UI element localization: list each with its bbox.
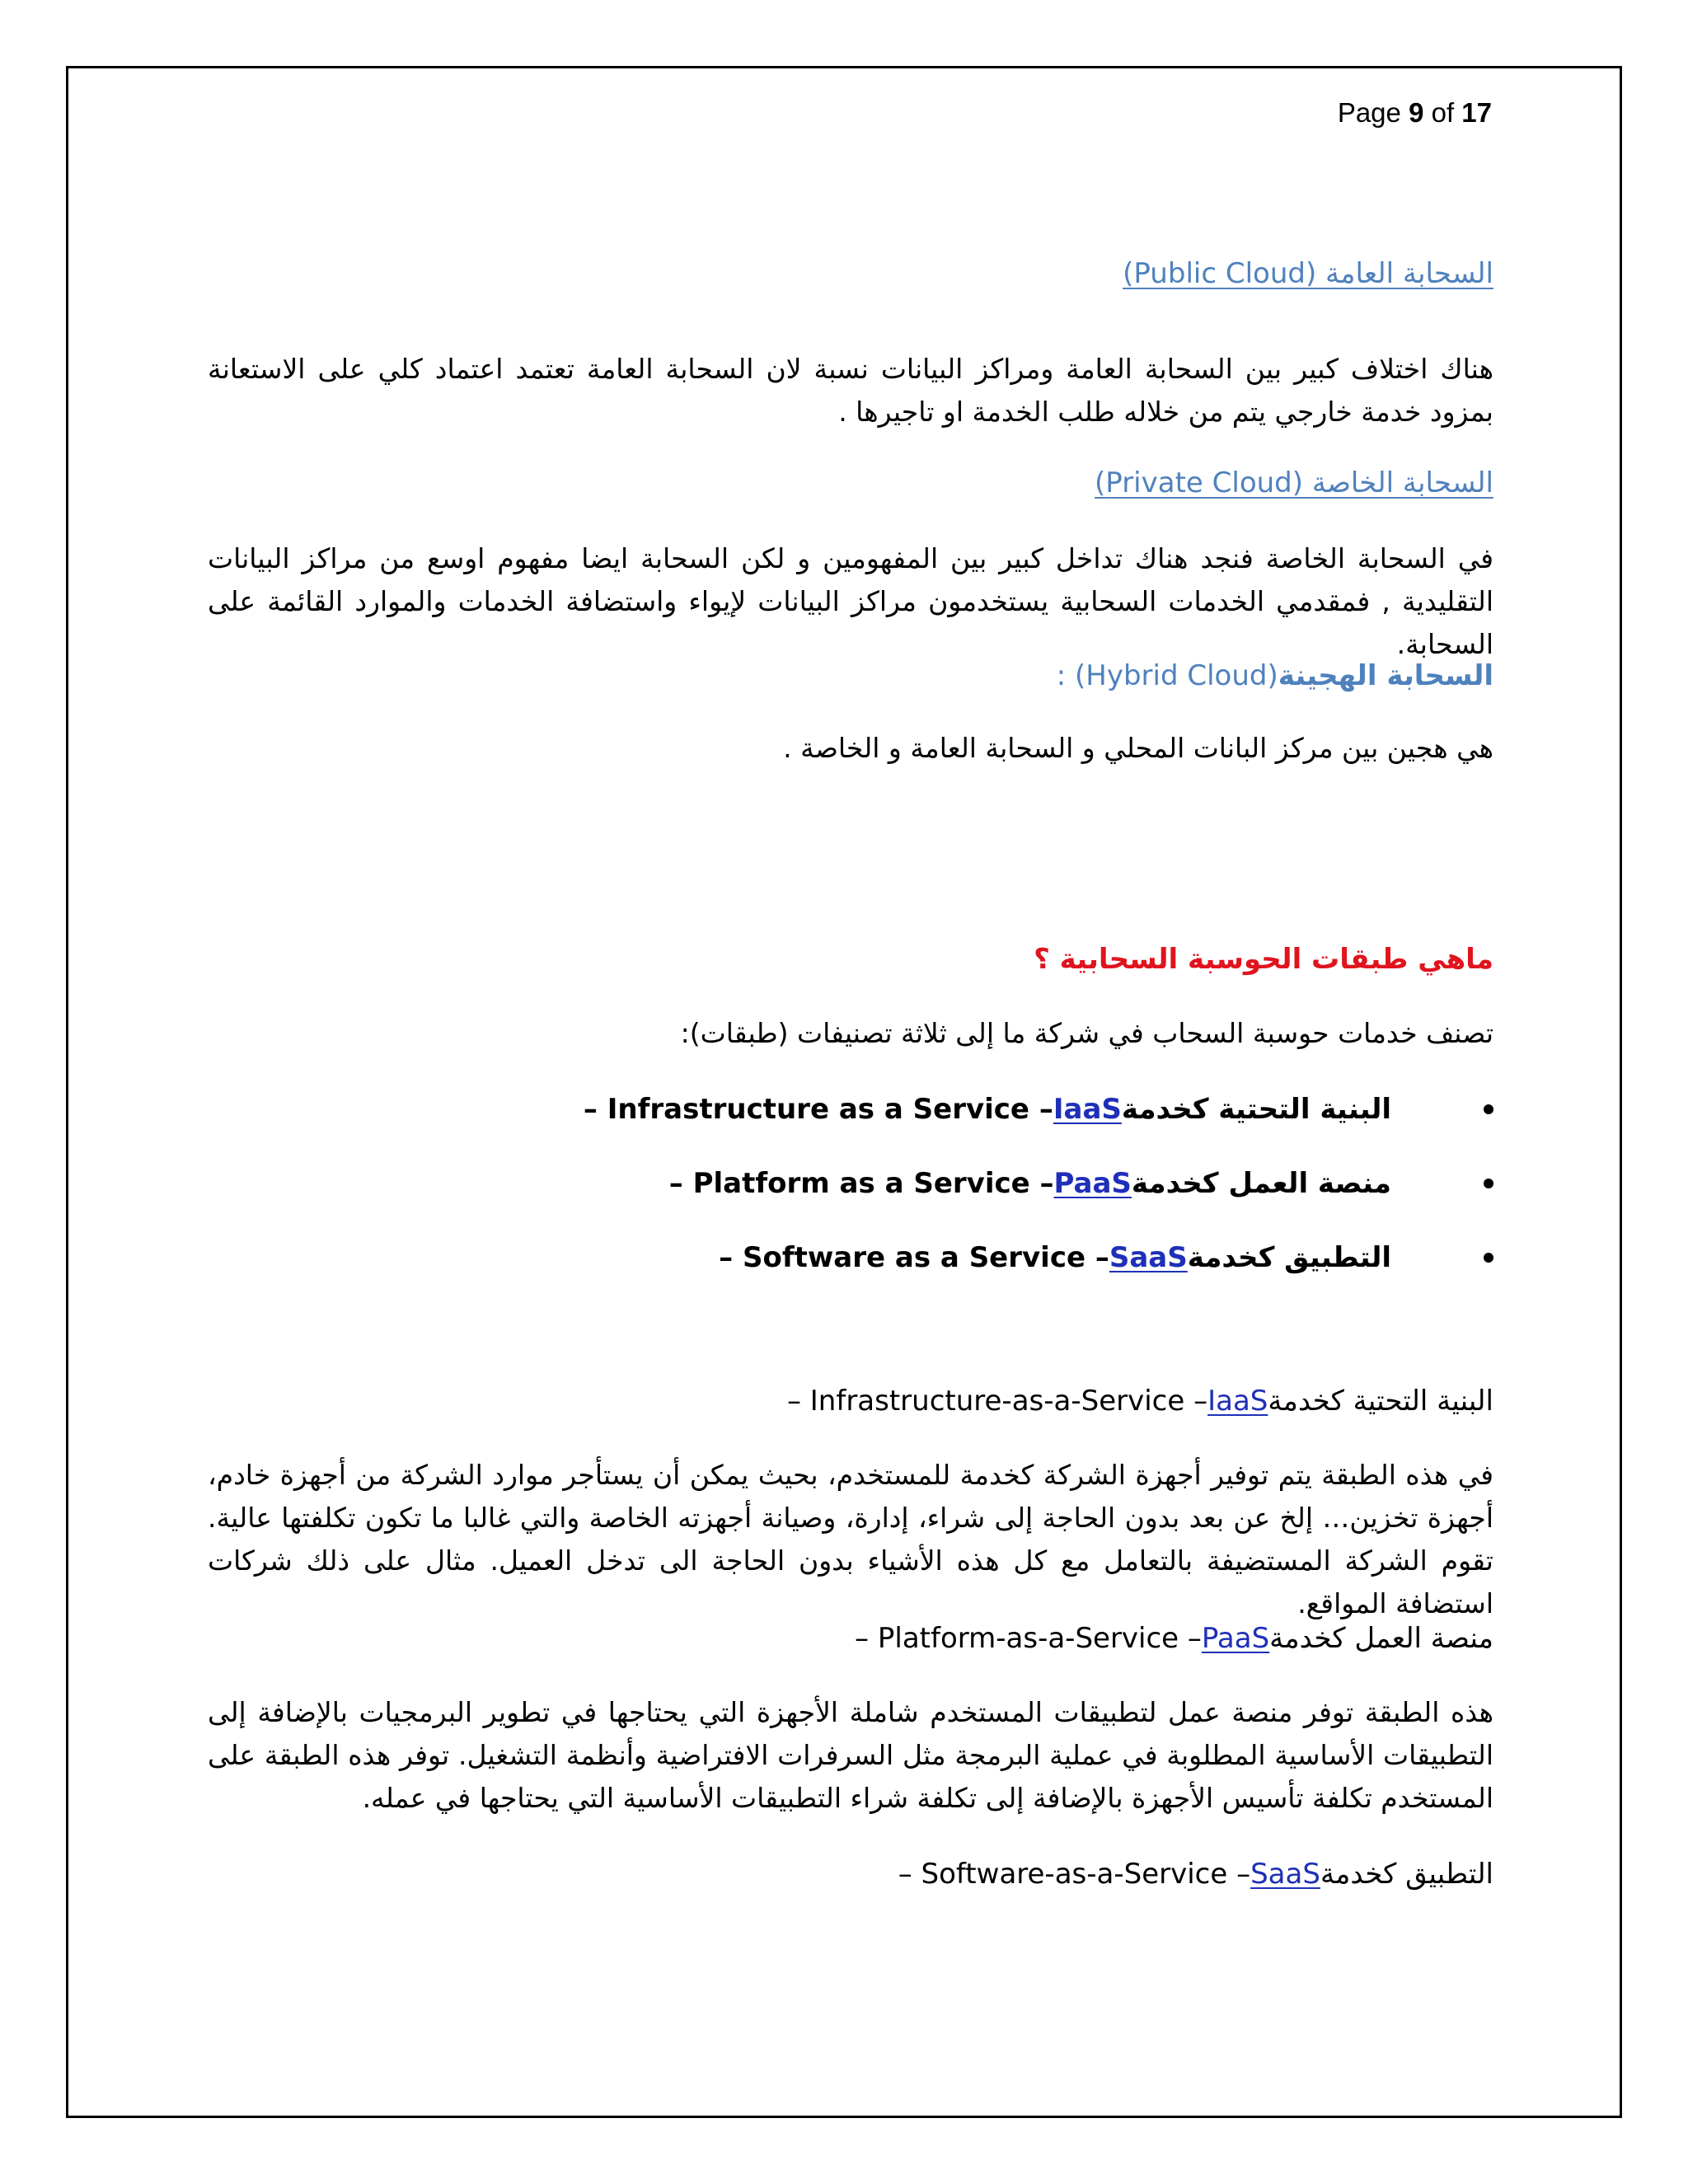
paas-heading-english: – Platform-as-a-Service –: [846, 1622, 1202, 1655]
bullet-saas-arabic: التطبيق كخدمة: [1187, 1241, 1391, 1274]
hybrid-cloud-heading: [1057, 659, 1493, 692]
paas-heading-arabic: منصة العمل كخدمة: [1269, 1622, 1493, 1655]
saas-link[interactable]: SaaS: [1109, 1241, 1188, 1274]
hybrid-cloud-paragraph: هي هجين بين مركز البانات المحلي و السحابة العامة و الخاصة .: [783, 732, 1493, 764]
page-number: [1338, 97, 1492, 129]
saas-heading-link[interactable]: SaaS: [1250, 1858, 1320, 1891]
page-number-total: 17: [1461, 97, 1492, 128]
iaas-paragraph: في هذه الطبقة يتم توفير أجهزة الشركة كخدمة للمستخدم، بحيث يمكن أن يستأجر موارد الشركة من أجهزة خادم، أجهزة تخزين… إلخ عن بعد بدون الحاجة إلى شراء، إدارة، وصيانة أجهزته الخاصة والتي غالبا ما تكون تكلفتها عالية. تقوم الشركة المستضيفة بالتعامل مع كل هذه الأشياء بدون الحاجة الى تدخل العميل. مثال على ذلك شركات استضافة المواقع.: [208, 1459, 1493, 1619]
hybrid-cloud-heading-arabic: السحابة الهجينة: [1278, 659, 1493, 692]
bullet-dot: [1484, 1253, 1493, 1263]
private-cloud-heading: السحابة الخاصة (Private Cloud): [1095, 466, 1493, 499]
iaas-heading: [778, 1385, 1493, 1418]
bullet-dot: [1484, 1179, 1493, 1188]
private-cloud-paragraph: في السحابة الخاصة فنجد هناك تداخل كبير بين المفهومين و لكن السحابة ايضا مفهوم اوسع من مراكز البيانات التقليدية , فمقدمي الخدمات السحابية يستخدمون مراكز البيانات لإيواء واستضافة الخدمات والموارد القائمة على السحابة.: [208, 542, 1493, 660]
bullet-iaas-arabic: البنية التحتية كخدمة: [1121, 1093, 1391, 1126]
iaas-heading-english: – Infrastructure-as-a-Service –: [778, 1385, 1208, 1418]
paas-link[interactable]: PaaS: [1053, 1167, 1132, 1200]
bullet-dot: [1484, 1104, 1493, 1114]
iaas-heading-arabic: البنية التحتية كخدمة: [1268, 1385, 1493, 1418]
page-number-current: 9: [1409, 97, 1424, 128]
page-number-prefix: Page: [1337, 97, 1409, 128]
paas-heading: [846, 1622, 1493, 1655]
hybrid-cloud-heading-english: (Hybrid Cloud) :: [1056, 659, 1278, 692]
saas-heading: [889, 1858, 1493, 1891]
saas-heading-english: – Software-as-a-Service –: [889, 1858, 1251, 1891]
saas-heading-arabic: التطبيق كخدمة: [1320, 1858, 1493, 1891]
paas-paragraph: هذه الطبقة توفر منصة عمل لتطبيقات المستخدم شاملة الأجهزة التي يحتاجها في تطوير البرمجيات بالإضافة إلى التطبيقات الأساسية المطلوبة في عملية البرمجة مثل السرفرات الافتراضية وأنظمة التشغيل. توفر هذه الطبقة على المستخدم تكلفة تأسيس الأجهزة بالإضافة إلى تكلفة شراء التطبيقات الأساسية التي يحتاجها في عمله.: [208, 1696, 1493, 1814]
layers-bullet-list: [574, 1090, 1493, 1312]
iaas-link[interactable]: IaaS: [1053, 1093, 1122, 1126]
page-number-middle: of: [1423, 97, 1462, 128]
bullet-paas-english: – Platform as a Service –: [659, 1167, 1054, 1200]
bullet-saas-english: – Software as a Service –: [709, 1241, 1109, 1274]
paas-heading-link[interactable]: PaaS: [1201, 1622, 1270, 1655]
bullet-paas: [574, 1164, 1493, 1238]
bullet-iaas-english: – Infrastructure as a Service –: [574, 1093, 1053, 1126]
public-cloud-paragraph: هناك اختلاف كبير بين السحابة العامة ومراكز البيانات نسبة لان السحابة العامة تعتمد اعتماد كلي على الاستعانة بمزود خدمة خارجي يتم من خلاله طلب الخدمة او تاجيرها .: [208, 353, 1493, 428]
bullet-iaas: [574, 1090, 1493, 1164]
layers-heading: ماهي طبقات الحوسبة السحابية ؟: [1034, 943, 1493, 976]
bullet-saas: [574, 1238, 1493, 1312]
bullet-paas-arabic: منصة العمل كخدمة: [1131, 1167, 1391, 1200]
layers-intro: تصنف خدمات حوسبة السحاب في شركة ما إلى ثلاثة تصنيفات (طبقات):: [680, 1017, 1493, 1049]
iaas-heading-link[interactable]: IaaS: [1207, 1385, 1268, 1418]
public-cloud-heading: السحابة العامة (Public Cloud): [1123, 257, 1493, 290]
